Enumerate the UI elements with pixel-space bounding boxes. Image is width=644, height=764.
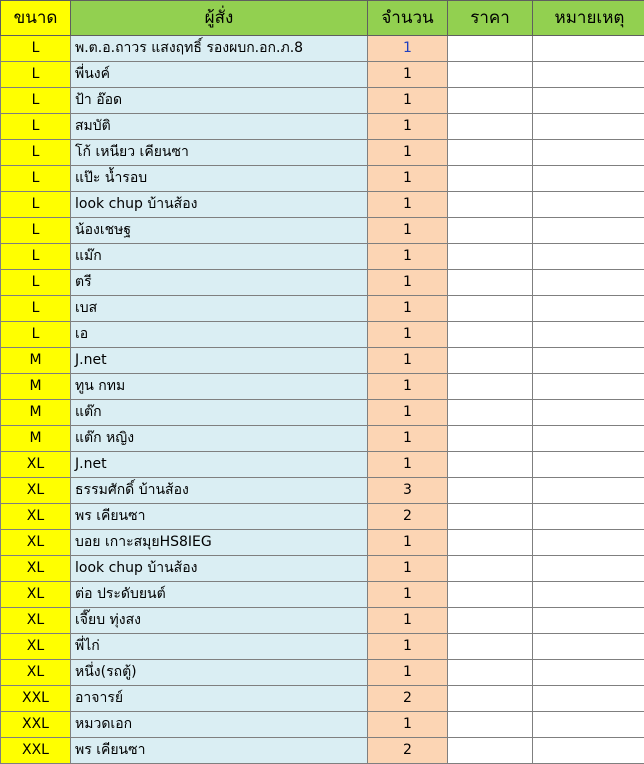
cell-orderer[interactable]: ป้า อ๊อด <box>71 88 368 114</box>
cell-quantity[interactable]: 1 <box>368 166 448 192</box>
cell-quantity[interactable]: 2 <box>368 686 448 712</box>
cell-orderer[interactable]: ทูน กทม <box>71 374 368 400</box>
cell-price[interactable] <box>448 478 533 504</box>
table-row <box>1 452 644 478</box>
cell-size[interactable]: XXL <box>1 712 71 738</box>
header-price[interactable]: ราคา <box>448 1 533 36</box>
cell-size[interactable]: L <box>1 88 71 114</box>
cell-orderer[interactable]: แต๊ก หญิง <box>71 426 368 452</box>
table-row <box>1 348 644 374</box>
table-row <box>1 608 644 634</box>
cell-orderer[interactable]: พร เคียนซา <box>71 504 368 530</box>
cell-note[interactable] <box>533 62 644 88</box>
cell-quantity[interactable]: 1 <box>368 62 448 88</box>
cell-size[interactable]: XL <box>1 504 71 530</box>
cell-price[interactable] <box>448 88 533 114</box>
cell-quantity[interactable]: 1 <box>368 530 448 556</box>
cell-orderer[interactable]: ต่อ ประดับยนต์ <box>71 582 368 608</box>
header-note[interactable]: หมายเหตุ <box>533 1 644 36</box>
cell-price[interactable] <box>448 192 533 218</box>
table-row <box>1 114 644 140</box>
cell-size[interactable]: M <box>1 374 71 400</box>
cell-orderer[interactable]: J.net <box>71 452 368 478</box>
cell-price[interactable] <box>448 452 533 478</box>
table-row <box>1 556 644 582</box>
cell-size[interactable]: XL <box>1 634 71 660</box>
cell-price[interactable] <box>448 270 533 296</box>
cell-note[interactable] <box>533 270 644 296</box>
cell-price[interactable] <box>448 374 533 400</box>
table-row <box>1 62 644 88</box>
table-row <box>1 426 644 452</box>
cell-quantity[interactable]: 1 <box>368 218 448 244</box>
cell-price[interactable] <box>448 114 533 140</box>
table-row <box>1 400 644 426</box>
cell-orderer[interactable]: แต๊ก <box>71 400 368 426</box>
header-orderer[interactable]: ผู้สั่ง <box>71 1 368 36</box>
cell-orderer[interactable]: ตรี <box>71 270 368 296</box>
cell-note[interactable] <box>533 374 644 400</box>
cell-price[interactable] <box>448 348 533 374</box>
cell-orderer[interactable]: หนึ่ง(รถตู้) <box>71 660 368 686</box>
cell-quantity[interactable]: 1 <box>368 114 448 140</box>
table-row <box>1 270 644 296</box>
cell-price[interactable] <box>448 556 533 582</box>
header-size[interactable]: ขนาด <box>1 1 71 36</box>
cell-size[interactable]: L <box>1 270 71 296</box>
cell-orderer[interactable]: look chup บ้านส้อง <box>71 556 368 582</box>
cell-orderer[interactable]: พร เคียนซา <box>71 738 368 764</box>
table-row <box>1 660 644 686</box>
cell-price[interactable] <box>448 582 533 608</box>
cell-price[interactable] <box>448 504 533 530</box>
cell-quantity[interactable]: 1 <box>368 374 448 400</box>
cell-price[interactable] <box>448 530 533 556</box>
table-row <box>1 192 644 218</box>
table-row <box>1 374 644 400</box>
cell-quantity[interactable]: 1 <box>368 452 448 478</box>
table-row <box>1 738 644 764</box>
cell-size[interactable]: L <box>1 296 71 322</box>
cell-price[interactable] <box>448 62 533 88</box>
cell-orderer[interactable]: โก้ เหนียว เคียนซา <box>71 140 368 166</box>
cell-price[interactable] <box>448 712 533 738</box>
cell-note[interactable] <box>533 114 644 140</box>
cell-size[interactable]: L <box>1 244 71 270</box>
header-row <box>1 1 644 36</box>
cell-note[interactable] <box>533 582 644 608</box>
cell-quantity[interactable]: 1 <box>368 608 448 634</box>
table-row <box>1 712 644 738</box>
cell-note[interactable] <box>533 556 644 582</box>
cell-orderer[interactable]: พ.ต.อ.ถาวร แสงฤทธิ์ รองผบก.อก.ภ.8 <box>71 36 368 62</box>
cell-size[interactable]: M <box>1 400 71 426</box>
cell-note[interactable] <box>533 426 644 452</box>
cell-price[interactable] <box>448 36 533 62</box>
cell-size[interactable]: XL <box>1 478 71 504</box>
table-row <box>1 504 644 530</box>
cell-quantity[interactable]: 1 <box>368 192 448 218</box>
cell-orderer[interactable]: พี่ไก่ <box>71 634 368 660</box>
cell-size[interactable]: M <box>1 348 71 374</box>
cell-quantity[interactable]: 2 <box>368 738 448 764</box>
cell-orderer[interactable]: อาจารย์ <box>71 686 368 712</box>
cell-price[interactable] <box>448 634 533 660</box>
cell-note[interactable] <box>533 478 644 504</box>
cell-quantity[interactable]: 3 <box>368 478 448 504</box>
table-row <box>1 530 644 556</box>
cell-note[interactable] <box>533 608 644 634</box>
cell-price[interactable] <box>448 608 533 634</box>
cell-price[interactable] <box>448 218 533 244</box>
cell-quantity[interactable]: 1 <box>368 36 448 62</box>
table-row <box>1 88 644 114</box>
cell-price[interactable] <box>448 322 533 348</box>
cell-note[interactable] <box>533 322 644 348</box>
cell-orderer[interactable]: แป๊ะ น้ำรอบ <box>71 166 368 192</box>
cell-size[interactable]: XL <box>1 530 71 556</box>
cell-price[interactable] <box>448 140 533 166</box>
cell-size[interactable]: XL <box>1 556 71 582</box>
table-row <box>1 686 644 712</box>
cell-note[interactable] <box>533 712 644 738</box>
cell-quantity[interactable]: 1 <box>368 556 448 582</box>
cell-note[interactable] <box>533 218 644 244</box>
cell-size[interactable]: L <box>1 114 71 140</box>
cell-price[interactable] <box>448 296 533 322</box>
cell-note[interactable] <box>533 634 644 660</box>
cell-size[interactable]: L <box>1 166 71 192</box>
table-row <box>1 478 644 504</box>
cell-quantity[interactable]: 1 <box>368 426 448 452</box>
cell-size[interactable]: M <box>1 426 71 452</box>
cell-orderer[interactable]: ธรรมศักดิ์ บ้านส้อง <box>71 478 368 504</box>
cell-note[interactable] <box>533 686 644 712</box>
header-quantity[interactable]: จำนวน <box>368 1 448 36</box>
cell-quantity[interactable]: 1 <box>368 348 448 374</box>
cell-note[interactable] <box>533 88 644 114</box>
cell-quantity[interactable]: 1 <box>368 712 448 738</box>
cell-quantity[interactable]: 1 <box>368 582 448 608</box>
cell-size[interactable]: XL <box>1 582 71 608</box>
cell-size[interactable]: XXL <box>1 686 71 712</box>
cell-orderer[interactable]: เจี๊ยบ ทุ่งสง <box>71 608 368 634</box>
cell-size[interactable]: L <box>1 140 71 166</box>
cell-quantity[interactable]: 1 <box>368 322 448 348</box>
table-row <box>1 296 644 322</box>
table-row <box>1 322 644 348</box>
cell-price[interactable] <box>448 738 533 764</box>
cell-note[interactable] <box>533 296 644 322</box>
cell-price[interactable] <box>448 400 533 426</box>
cell-orderer[interactable]: หมวดเอก <box>71 712 368 738</box>
cell-size[interactable]: XL <box>1 452 71 478</box>
cell-quantity[interactable]: 1 <box>368 270 448 296</box>
cell-quantity[interactable]: 1 <box>368 140 448 166</box>
cell-quantity[interactable]: 1 <box>368 244 448 270</box>
cell-orderer[interactable]: J.net <box>71 348 368 374</box>
cell-note[interactable] <box>533 530 644 556</box>
table-body <box>1 36 644 764</box>
table-row <box>1 244 644 270</box>
cell-orderer[interactable]: พี่นงค์ <box>71 62 368 88</box>
cell-size[interactable]: L <box>1 322 71 348</box>
cell-quantity[interactable]: 1 <box>368 88 448 114</box>
cell-size[interactable]: L <box>1 192 71 218</box>
cell-size[interactable]: XL <box>1 608 71 634</box>
table-row <box>1 140 644 166</box>
cell-quantity[interactable]: 1 <box>368 400 448 426</box>
table-row <box>1 582 644 608</box>
table-row <box>1 634 644 660</box>
cell-orderer[interactable]: เบส <box>71 296 368 322</box>
cell-size[interactable]: L <box>1 62 71 88</box>
cell-note[interactable] <box>533 36 644 62</box>
cell-price[interactable] <box>448 166 533 192</box>
cell-orderer[interactable]: look chup บ้านส้อง <box>71 192 368 218</box>
cell-orderer[interactable]: น้องเชษฐ <box>71 218 368 244</box>
cell-note[interactable] <box>533 348 644 374</box>
cell-note[interactable] <box>533 452 644 478</box>
cell-note[interactable] <box>533 738 644 764</box>
cell-orderer[interactable]: แม๊ก <box>71 244 368 270</box>
cell-orderer[interactable]: บอย เกาะสมุยHS8IEG <box>71 530 368 556</box>
cell-note[interactable] <box>533 504 644 530</box>
cell-note[interactable] <box>533 244 644 270</box>
cell-size[interactable]: XL <box>1 660 71 686</box>
cell-quantity[interactable]: 1 <box>368 660 448 686</box>
cell-note[interactable] <box>533 192 644 218</box>
cell-note[interactable] <box>533 660 644 686</box>
cell-orderer[interactable]: เอ <box>71 322 368 348</box>
cell-orderer[interactable]: สมบัติ <box>71 114 368 140</box>
cell-quantity[interactable]: 1 <box>368 634 448 660</box>
cell-size[interactable]: XXL <box>1 738 71 764</box>
table-row <box>1 36 644 62</box>
cell-price[interactable] <box>448 244 533 270</box>
cell-note[interactable] <box>533 166 644 192</box>
cell-quantity[interactable]: 2 <box>368 504 448 530</box>
table-row <box>1 218 644 244</box>
cell-price[interactable] <box>448 426 533 452</box>
cell-quantity[interactable]: 1 <box>368 296 448 322</box>
cell-size[interactable]: L <box>1 36 71 62</box>
cell-price[interactable] <box>448 660 533 686</box>
cell-note[interactable] <box>533 400 644 426</box>
cell-note[interactable] <box>533 140 644 166</box>
cell-price[interactable] <box>448 686 533 712</box>
cell-size[interactable]: L <box>1 218 71 244</box>
table-row <box>1 166 644 192</box>
